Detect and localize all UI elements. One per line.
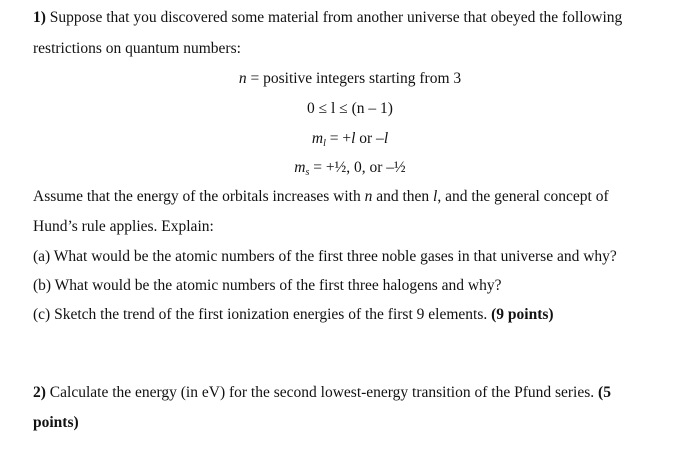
rule-ms: $m_s$ = +½, 0, or –½ <box>294 159 406 178</box>
q1-intro-line1: 1) Suppose that you discovered some material from another universe that obeyed the following <box>33 9 623 26</box>
q2-line2: points) <box>33 414 79 431</box>
q2-line1: 2) Calculate the energy (in eV) for the second lowest-energy transition of the Pfund series. (5 <box>33 384 611 401</box>
rule-ml: $m_l = +l$ or –l <box>311 130 389 149</box>
part-b: (b) What would be the atomic numbers of the first three halogens and why? <box>33 277 502 294</box>
rule-n: n = positive integers starting from 3 <box>238 70 462 87</box>
part-c-points: (9 points) <box>491 306 554 323</box>
q1-intro-line2: restrictions on quantum numbers: <box>33 40 241 57</box>
q2-number: 2) <box>33 384 46 401</box>
assume-line1: Assume that the energy of the orbitals increases with n and then l, and the general concept of <box>33 188 609 205</box>
part-c: (c) Sketch the trend of the first ionization energies of the first 9 elements. (9 points) <box>33 306 554 323</box>
rule-l: 0 ≤ l ≤ (n – 1) <box>307 100 393 117</box>
part-a: (a) What would be the atomic numbers of the first three noble gases in that universe and why? <box>33 248 617 265</box>
assume-line2: Hund’s rule applies. Explain: <box>33 218 214 235</box>
q1-number: 1) <box>33 9 46 26</box>
